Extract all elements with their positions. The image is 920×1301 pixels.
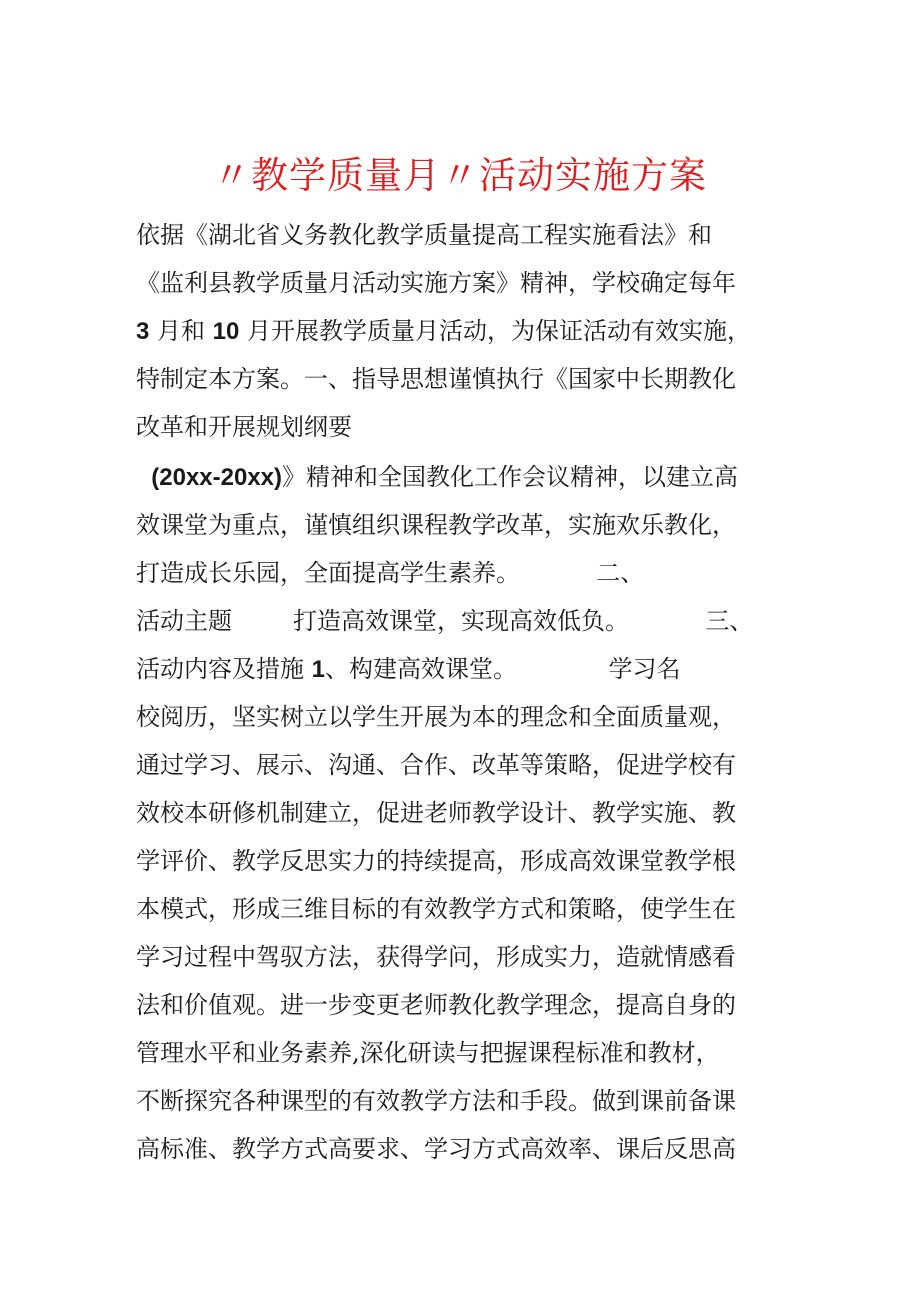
- paragraph-line: 依据《湖北省义务教化教学质量提高工程实施看法》和: [136, 221, 712, 249]
- paragraph-line: 高标准、教学方式高要求、学习方式高效率、课后反思高: [136, 1135, 736, 1163]
- paragraph-line: 效校本研修机制建立，促进老师教学设计、教学实施、教: [136, 799, 736, 827]
- paragraph-line: 管理水平和业务素养,深化研读与把握课程标准和教材，: [136, 1039, 720, 1067]
- paragraph-line: 活动内容及措施 1、构建高效课堂。 学习名: [136, 655, 681, 683]
- paragraph-line: 不断探究各种课型的有效教学方法和手段。做到课前备课: [136, 1087, 736, 1115]
- paragraph-line: 活动主题 打造高效课堂，实现高效低负。 三、: [136, 607, 754, 635]
- paragraph-line: 本模式，形成三维目标的有效教学方式和策略，使学生在: [136, 895, 736, 923]
- paragraph-line: 通过学习、展示、沟通、合作、改革等策略，促进学校有: [136, 751, 736, 779]
- paragraph-line: 法和价值观。进一步变更老师教化教学理念，提高自身的: [136, 991, 736, 1019]
- paragraph-line: 效课堂为重点，谨慎组织课程教学改革，实施欢乐教化，: [136, 511, 736, 539]
- paragraph-line: 特制定本方案。一、指导思想谨慎执行《国家中长期教化: [136, 365, 736, 393]
- paragraph-line: 学评价、教学反思实力的持续提高，形成高效课堂教学根: [136, 847, 736, 875]
- paragraph-line: 学习过程中驾驭方法，获得学问，形成实力，造就情感看: [136, 943, 736, 971]
- paragraph-line: 打造成长乐园，全面提高学生素养。 二、: [136, 559, 645, 587]
- paragraph-line: 校阅历，坚实树立以学生开展为本的理念和全面质量观，: [136, 703, 736, 731]
- paragraph-line: 《监利县教学质量月活动实施方案》精神，学校确定每年: [136, 269, 736, 297]
- document-title: 〃教学质量月〃活动实施方案: [213, 154, 707, 197]
- paragraph-line: (20xx-20xx)》精神和全国教化工作会议精神，以建立高: [151, 463, 739, 491]
- paragraph-line: 改革和开展规划纲要: [136, 413, 352, 441]
- paragraph-line: 3 月和 10 月开展教学质量月活动，为保证活动有效实施，: [136, 317, 751, 345]
